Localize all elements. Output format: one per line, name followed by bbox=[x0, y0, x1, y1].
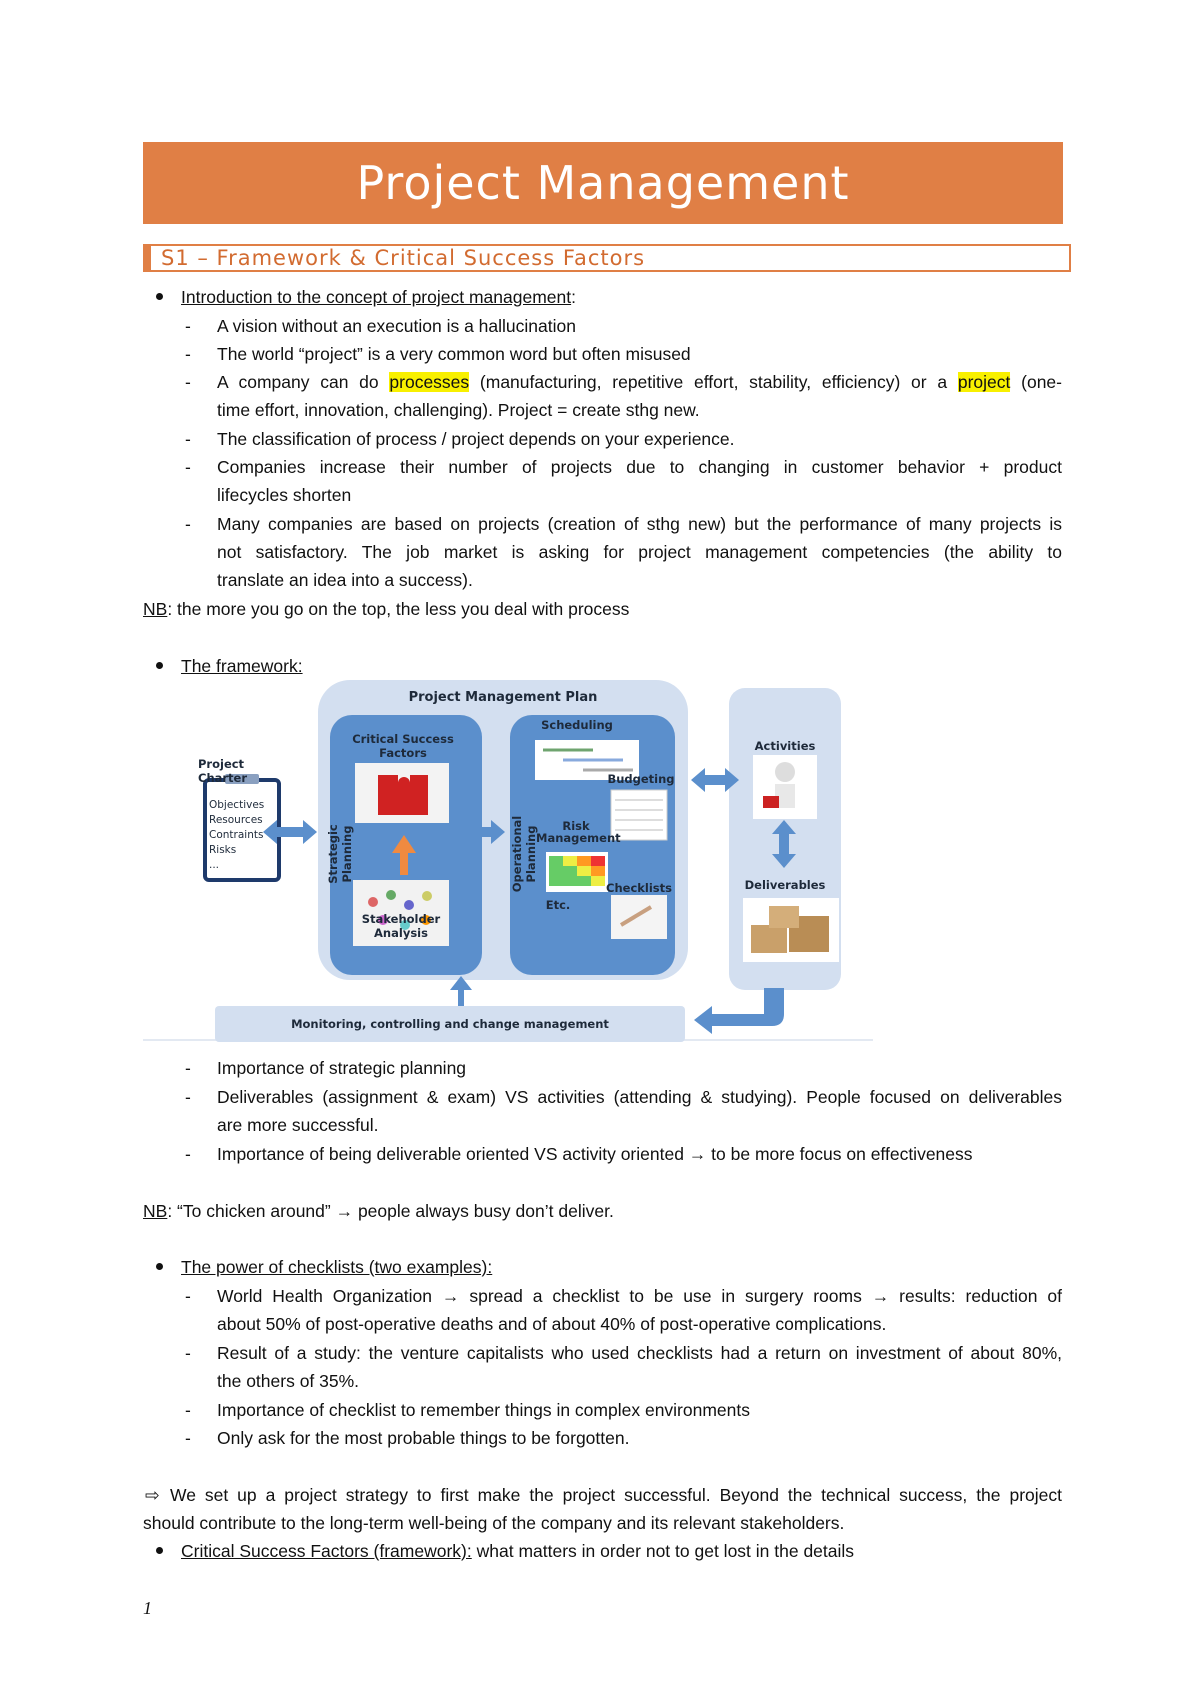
dash: - bbox=[185, 1286, 191, 1306]
charter-item: ... bbox=[209, 859, 220, 871]
dash: - bbox=[185, 1400, 191, 1420]
bullet-intro bbox=[156, 293, 163, 300]
intro-item-1: A vision without an execution is a hallucination bbox=[217, 316, 576, 336]
diagram-stakeholder-label: Stakeholder Analysis bbox=[361, 912, 441, 940]
dash: - bbox=[185, 514, 191, 534]
framework-diagram bbox=[143, 680, 873, 1045]
bullet-framework bbox=[156, 662, 163, 669]
intro-item-4: The classification of process / project depends on your experience. bbox=[217, 429, 735, 449]
framework-item-1: Importance of strategic planning bbox=[217, 1058, 467, 1078]
diagram-csf-label: Critical Success Factors bbox=[352, 732, 454, 760]
framework-heading: The framework: bbox=[181, 656, 303, 676]
section-heading-accent bbox=[145, 246, 151, 270]
bullet-csf bbox=[156, 1547, 163, 1554]
diagram-scheduling-label: Scheduling bbox=[541, 718, 613, 732]
diagram-checklists-label: Checklists bbox=[606, 881, 672, 895]
framework-item-3: Importance of being deliverable oriented VS activity oriented → to be more focus on effectiveness bbox=[217, 1144, 973, 1164]
dash: - bbox=[185, 429, 191, 449]
dash: - bbox=[185, 1144, 191, 1164]
dash: - bbox=[185, 1343, 191, 1363]
bullet-checklists bbox=[156, 1263, 163, 1270]
framework-nb: NB: “To chicken around” → people always busy don’t deliver. bbox=[143, 1201, 614, 1221]
conclusion-text: We set up a project strategy to first make the project successful. Beyond the technical success, the project bbox=[170, 1485, 1062, 1505]
section-heading-text: S1 – Framework & Critical Success Factors bbox=[161, 246, 646, 270]
dash: - bbox=[185, 457, 191, 477]
intro-item-6: Many companies are based on projects (creation of sthg new) but the performance of many projects is not satisfactory. The job market is asking for project management competencies (the ability to translate an idea into a success). bbox=[217, 514, 1062, 590]
checklists-item-2: Result of a study: the venture capitalists who used checklists had a return on investment of about 80%, the others of 35%. bbox=[217, 1343, 1062, 1391]
conclusion-text-2: should contribute to the long-term well-being of the company and its relevant stakeholders. bbox=[143, 1513, 845, 1533]
diagram-deliverables-label: Deliverables bbox=[744, 878, 826, 892]
dash: - bbox=[185, 1428, 191, 1448]
dash: - bbox=[185, 372, 191, 392]
dash: - bbox=[185, 344, 191, 364]
diagram-plan-title: Project Management Plan bbox=[408, 690, 598, 705]
diagram-activities-label: Activities bbox=[754, 739, 816, 753]
dash: - bbox=[185, 1058, 191, 1078]
diagram-etc-label: Etc. bbox=[545, 898, 571, 912]
diagram-operational-label: Operational Planning bbox=[510, 815, 538, 893]
csf-line: Critical Success Factors (framework): what matters in order not to get lost in the details bbox=[181, 1541, 855, 1561]
dash: - bbox=[185, 1087, 191, 1107]
intro-item-2: The world “project” is a very common word but often misused bbox=[217, 344, 691, 364]
charter-item: Objectives bbox=[209, 799, 265, 811]
checklists-item-3: Importance of checklist to remember things in complex environments bbox=[217, 1400, 751, 1420]
checklists-heading: The power of checklists (two examples): bbox=[181, 1257, 493, 1277]
diagram-strategic-label: Strategic Planning bbox=[326, 824, 354, 884]
intro-heading: Introduction to the concept of project management: bbox=[181, 287, 576, 307]
intro-item-3: A company can do processes (manufacturing, repetitive effort, stability, efficiency) or a project (one- time effort, innovation, challenging). Project = create sthg new. bbox=[217, 372, 1062, 420]
dash: - bbox=[185, 316, 191, 336]
charter-item: Risks bbox=[209, 844, 237, 856]
conclusion-arrow-icon: ⇨ bbox=[145, 1485, 160, 1505]
diagram-risk-label: Risk Management bbox=[536, 819, 621, 845]
charter-item: Contraints bbox=[209, 829, 264, 841]
diagram-charter-label: Project Charter bbox=[198, 757, 248, 785]
diagram-monitoring-label: Monitoring, controlling and change management bbox=[291, 1017, 609, 1031]
intro-item-5: Companies increase their number of projects due to changing in customer behavior + product lifecycles shorten bbox=[217, 457, 1062, 505]
intro-nb: NB: the more you go on the top, the less you deal with process bbox=[143, 599, 630, 619]
page-number: 1 bbox=[143, 1598, 152, 1618]
checklists-item-4: Only ask for the most probable things to be forgotten. bbox=[217, 1428, 630, 1448]
section-heading bbox=[143, 244, 1071, 272]
checklists-item-1: World Health Organization → spread a checklist to be use in surgery rooms → results: reduction of about 50% of post-operative deaths and of about 40% of post-operative complications. bbox=[217, 1286, 1062, 1334]
diagram-charter-items bbox=[209, 798, 264, 873]
diagram-budgeting-label: Budgeting bbox=[607, 772, 675, 786]
framework-item-2: Deliverables (assignment & exam) VS activities (attending & studying). People focused on deliverables are more successful. bbox=[217, 1087, 1062, 1135]
document-title: Project Management bbox=[143, 142, 1063, 224]
charter-item: Resources bbox=[209, 814, 263, 826]
